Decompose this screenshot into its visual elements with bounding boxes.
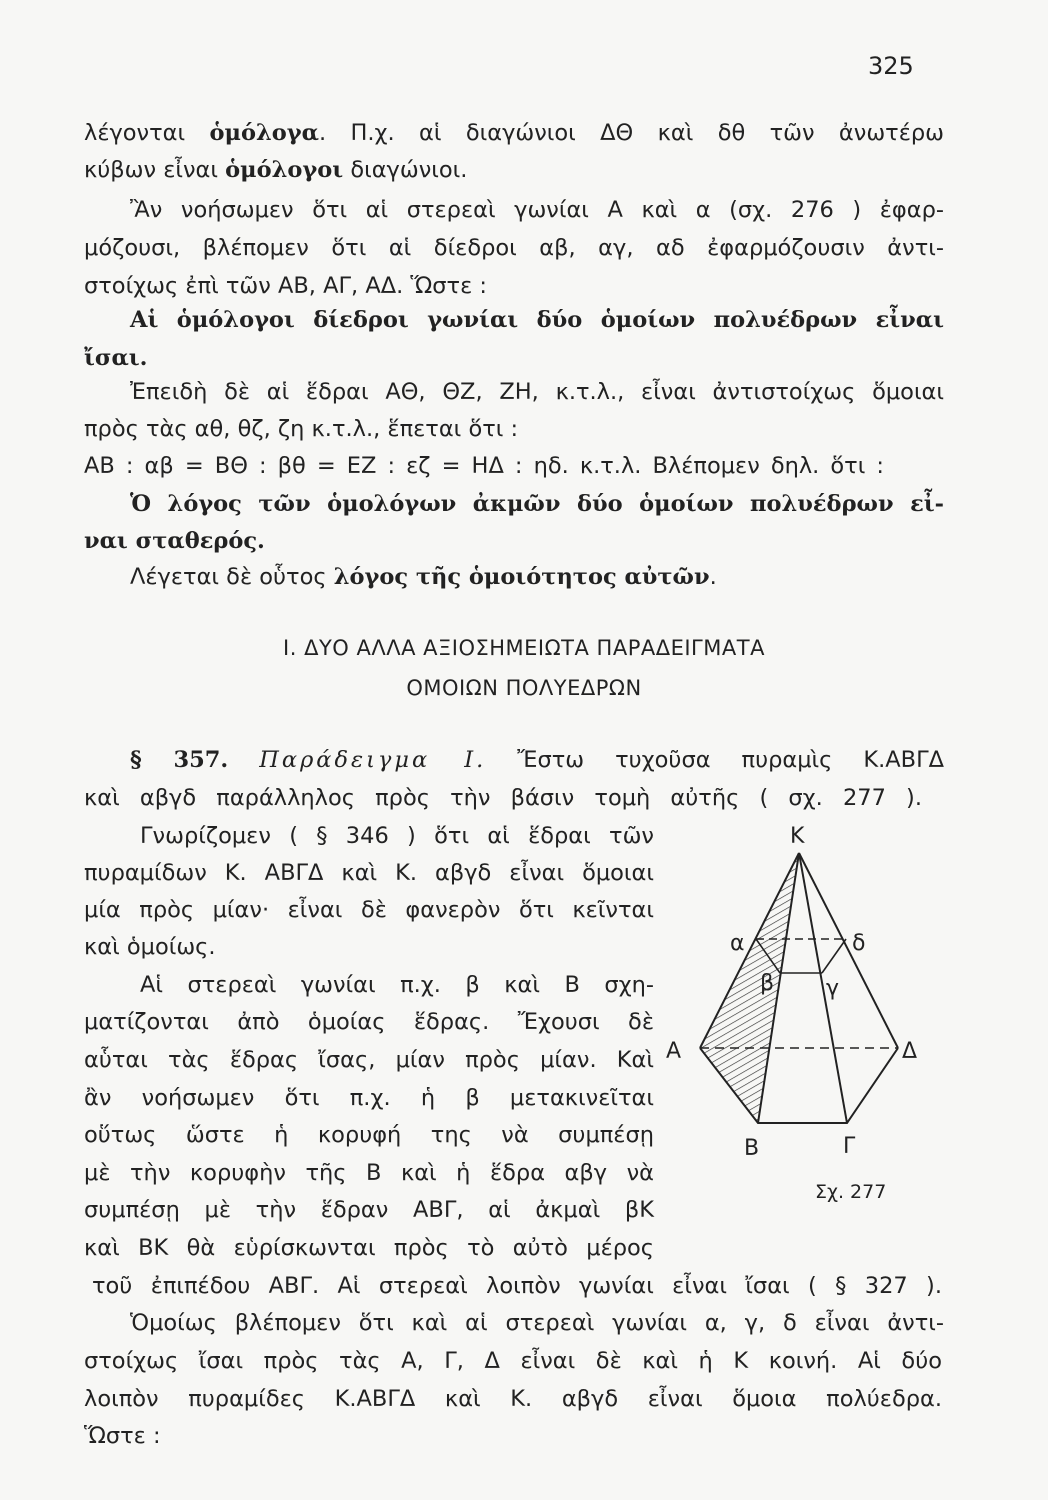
full-line-4: λοιπὸν πυραμίδες Κ.ΑΒΓΔ καὶ Κ. αβγδ εἶναι ὅμοια πολύεδρα. [84,1386,942,1412]
theorem-line-1: Αἱ ὁμόλογοι δίεδροι γωνίαι δύο ὁμοίων πολυέδρων εἶναι [130,307,944,333]
text-line-2: κύβων εἶναι ὁμόλογοι διαγώνιοι. [84,157,468,183]
text-line-4: μόζουσι, βλέπομεν ὅτι αἱ δίεδροι αβ, αγ, αδ ἐφαρμόζουσιν ἀντι- [84,235,944,261]
narrow-line-12: καὶ ΒΚ θὰ εὑρίσκωνται πρὸς τὸ αὐτὸ μέρος [84,1235,654,1261]
text-line-5: στοίχως ἐπὶ τῶν ΑΒ, ΑΓ, ΑΔ. Ὥστε : [84,273,487,299]
text-line-1: λέγονται ὁμόλογα. Π.χ. αἱ διαγώνιοι ΔΘ καὶ δθ τῶν ἀνωτέρω [84,120,944,146]
label-B: Β [744,1136,760,1161]
ratio-line: ΑΒ : αβ = ΒΘ : βθ = ΕΖ : εζ = ΗΔ : ηδ. κ.τ.λ. Βλέπομεν δηλ. ὅτι : [84,453,884,479]
edge-KG [799,853,847,1123]
label-D: Δ [902,1039,918,1064]
label-K: Κ [790,824,805,849]
narrow-line-11: συμπέσῃ μὲ τὴν ἕδραν ΑΒΓ, αἱ ἀκμαὶ βΚ [84,1197,654,1223]
label-b: β [760,971,775,996]
theorem2-line-2: ναι σταθερός. [84,528,265,554]
example-line-2: καὶ αβγδ παράλληλος πρὸς τὴν βάσιν τομὴ αὐτῆς ( σχ. 277 ). [84,785,922,811]
theorem2-line-1: Ὁ λόγος τῶν ὁμολόγων ἀκμῶν δύο ὁμοίων πολυέδρων εἶ- [130,491,944,517]
section-heading-line-1: I. ΔΥΟ ΑΛΛΑ ΑΞΙΟΣΗΜΕΙΩΤΑ ΠΑΡΑΔΕΙΓΜΑΤΑ [283,636,765,660]
narrow-line-5: Αἱ στερεαὶ γωνίαι π.χ. β καὶ Β σχη- [140,972,654,998]
full-line-2: Ὁμοίως βλέπομεν ὅτι καὶ αἱ στερεαὶ γωνίαι α, γ, δ εἶναι ἀντι- [130,1310,944,1336]
theorem-line-2: ἴσαι. [84,345,148,371]
section-heading-line-2: ΟΜΟΙΩΝ ΠΟΛΥΕΔΡΩΝ [406,676,642,700]
pyramid-figure [660,815,960,1215]
edge-gd [822,939,846,973]
edge-KD [799,853,898,1048]
narrow-line-9: οὕτως ὥστε ἡ κορυφή της νὰ συμπέσῃ [84,1122,654,1148]
narrow-line-3: μία πρὸς μίαν· εἶναι δὲ φανερὸν ὅτι κεῖνται [84,897,654,923]
figure-caption: Σχ. 277 [815,1181,887,1203]
text-line-3: Ἂν νοήσωμεν ὅτι αἱ στερεαὶ γωνίαι Α καὶ α (σχ. 276 ) ἐφαρ- [130,197,944,223]
narrow-line-6: ματίζονται ἀπὸ ὁμοίας ἕδρας. Ἔχουσι δὲ [84,1009,654,1035]
text-line-8: Ἐπειδὴ δὲ αἱ ἕδραι ΑΘ, ΘΖ, ΖΗ, κ.τ.λ., εἶναι ἀντιστοίχως ὅμοιαι [130,379,944,405]
narrow-line-4: καὶ ὁμοίως. [84,934,216,960]
full-line-1: τοῦ ἐπιπέδου ΑΒΓ. Αἱ στερεαὶ λοιπὸν γωνίαι εἶναι ἴσαι ( § 327 ). [92,1273,942,1299]
text-line-13: Λέγεται δὲ οὗτος λόγος τῆς ὁμοιότητος αὐτῶν. [130,564,717,590]
page-number: 325 [868,52,914,80]
label-g: γ [826,976,840,1001]
label-A: Α [666,1039,682,1064]
label-d: δ [852,931,866,956]
narrow-line-1: Γνωρίζομεν ( § 346 ) ὅτι αἱ ἕδραι τῶν [140,823,654,849]
text-line-9: πρὸς τὰς αθ, θζ, ζη κ.τ.λ., ἕπεται ὅτι : [84,416,519,442]
label-G: Γ [843,1134,856,1159]
narrow-line-10: μὲ τὴν κορυφὴν τῆς Β καὶ ἡ ἕδρα αβγ νὰ [84,1160,654,1186]
full-line-3: στοίχως ἴσαι πρὸς τὰς Α, Γ, Δ εἶναι δὲ καὶ ἡ Κ κοινή. Αἱ δύο [84,1348,942,1374]
narrow-line-7: αὗται τὰς ἕδρας ἴσας, μίαν πρὸς μίαν. Καὶ [84,1047,654,1073]
label-a: α [730,931,745,956]
example-title-line: § 357. Παράδειγμα Ι. Ἔστω τυχοῦσα πυραμὶς Κ.ΑΒΓΔ [130,747,944,773]
hatched-face [700,853,799,1123]
narrow-line-2: πυραμίδων Κ. ΑΒΓΔ καὶ Κ. αβγδ εἶναι ὅμοιαι [84,860,654,886]
narrow-line-8: ἂν νοήσωμεν ὅτι π.χ. ἡ β μετακινεῖται [84,1085,654,1111]
full-line-5: Ὥστε : [84,1423,161,1449]
